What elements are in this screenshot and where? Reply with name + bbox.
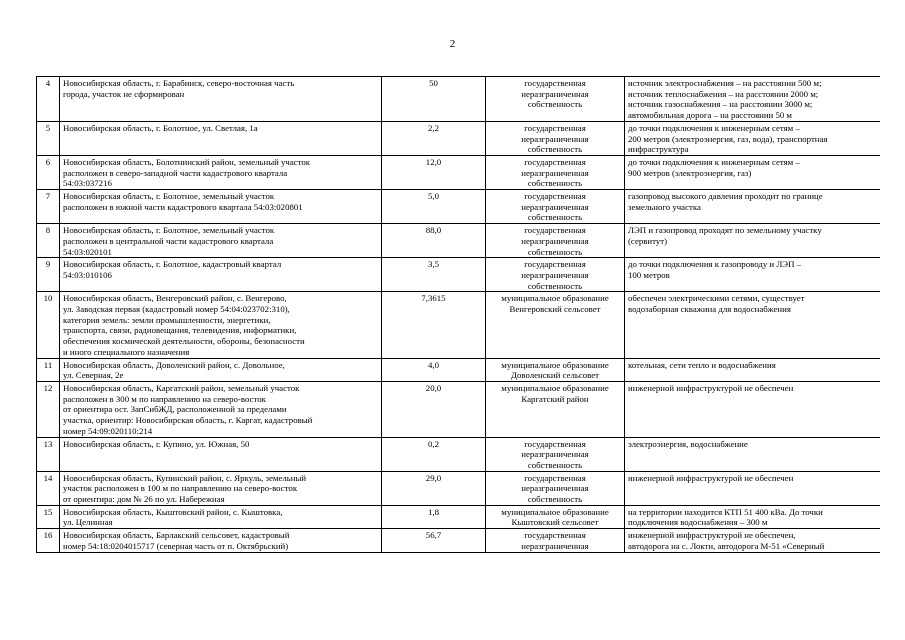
infrastructure-cell (625, 258, 881, 292)
address-line: от ориентира: дом № 26 по ул. Набережная (63, 494, 225, 505)
ownership-line: государственная (524, 259, 586, 270)
table-row (37, 529, 881, 552)
infrastructure-line: инженерной инфраструктурой не обеспечен (628, 472, 794, 483)
ownership-line: Доволенский сельсовет (510, 370, 600, 381)
ownership-line: неразграниченная (521, 449, 589, 460)
page-number: 2 (449, 38, 456, 50)
ownership-cell (486, 529, 625, 552)
row-number: 8 (37, 224, 60, 258)
row-number: 4 (37, 77, 60, 122)
infrastructure-line: источник электроснабжения – на расстоянии 500 м; (628, 78, 822, 88)
address-line: Новосибирская область, Доволенский район, с. Довольное, (63, 359, 285, 370)
address-line: Новосибирская область, г. Болотное, ул. Светлая, 1а (63, 122, 258, 133)
address-line: ул. Целинная (63, 517, 113, 528)
address-line: Новосибирская область, Болотнинский район, земельный участок (63, 156, 311, 167)
infrastructure-cell (625, 121, 881, 155)
land-plots-table-sheet (36, 76, 880, 640)
infrastructure-line: источник газоснабжения – на расстоянии 3000 м; (628, 99, 813, 110)
table-body (37, 77, 881, 553)
address-cell (60, 190, 382, 224)
row-number: 7 (37, 190, 60, 224)
address-line: Новосибирская область, г. Болотное, земельный участок (63, 225, 275, 236)
ownership-line: неразграниченная (521, 167, 589, 178)
ownership-line: муниципальное образование (501, 506, 609, 517)
area-cell: 88,0 (382, 224, 486, 258)
address-cell (60, 471, 382, 505)
address-line: номер 54:09:020110:214 (63, 425, 153, 436)
ownership-cell (486, 121, 625, 155)
area-cell: 50 (382, 77, 486, 122)
address-line: номер 54:18:0204015717 (северная часть от п. Октябрьский) (63, 540, 289, 551)
table-row (37, 190, 881, 224)
ownership-line: государственная (524, 225, 586, 236)
address-line: расположен в 300 м по направлению на северо-восток (63, 393, 266, 404)
ownership-line: государственная (524, 472, 586, 483)
infrastructure-line: источник теплоснабжения – на расстоянии 2000 м; (628, 88, 819, 99)
address-cell (60, 121, 382, 155)
table-row (37, 258, 881, 292)
address-cell (60, 358, 382, 381)
ownership-cell (486, 190, 625, 224)
address-line: 54:03:020101 (63, 246, 112, 257)
ownership-line: собственность (527, 212, 583, 223)
ownership-cell (486, 155, 625, 189)
ownership-cell (486, 358, 625, 381)
infrastructure-cell (625, 505, 881, 528)
infrastructure-cell (625, 381, 881, 437)
area-cell: 20,0 (382, 381, 486, 437)
infrastructure-cell (625, 292, 881, 358)
ownership-cell (486, 381, 625, 437)
ownership-line: государственная (524, 156, 586, 167)
ownership-cell (486, 224, 625, 258)
ownership-line: собственность (527, 178, 583, 189)
infrastructure-line: до точки подключения к инженерным сетям – (628, 156, 800, 167)
table-row (37, 155, 881, 189)
infrastructure-cell (625, 155, 881, 189)
address-cell (60, 529, 382, 552)
ownership-line: неразграниченная (521, 540, 589, 551)
infrastructure-cell (625, 437, 881, 471)
address-line: ул. Северная, 2е (63, 370, 124, 381)
area-cell: 29,0 (382, 471, 486, 505)
row-number: 5 (37, 121, 60, 155)
address-line: 54:03:010106 (63, 269, 112, 280)
address-line: 54:03:037216 (63, 178, 112, 189)
infrastructure-line: подключения водоснабжения – 300 м (628, 517, 768, 528)
address-line: города, участок не сформирован (63, 88, 185, 99)
ownership-line: государственная (524, 191, 586, 202)
infrastructure-line: обеспечен электрическими сетями, существует (628, 293, 805, 304)
table-row (37, 471, 881, 505)
ownership-line: собственность (527, 459, 583, 470)
infrastructure-cell (625, 471, 881, 505)
infrastructure-line: (сервитут) (628, 235, 668, 246)
ownership-line: государственная (524, 438, 586, 449)
row-number: 11 (37, 358, 60, 381)
area-cell: 7,3615 (382, 292, 486, 358)
address-line: Новосибирская область, г. Болотное, земельный участок (63, 191, 275, 202)
ownership-line: собственность (527, 280, 583, 291)
table-row (37, 77, 881, 122)
ownership-line: неразграниченная (521, 201, 589, 212)
row-number: 15 (37, 505, 60, 528)
infrastructure-line: инженерной инфраструктурой не обеспечен (628, 382, 794, 393)
ownership-line: муниципальное образование (501, 382, 609, 393)
infrastructure-line: электроэнергия, водоснабжение (628, 438, 748, 449)
infrastructure-line: земельного участка (628, 201, 701, 212)
address-line: ул. Заводская первая (кадастровый номер 54:04:023702:310), (63, 304, 290, 315)
infrastructure-line: котельная, сети тепло и водоснабжения (628, 359, 776, 370)
infrastructure-cell (625, 77, 881, 122)
row-number: 12 (37, 381, 60, 437)
address-line: от ориентира ост. ЗапСибЖД, расположенной за пределами (63, 404, 287, 415)
table-row (37, 292, 881, 358)
ownership-cell (486, 258, 625, 292)
infrastructure-line: 100 метров (628, 269, 670, 280)
area-cell: 56,7 (382, 529, 486, 552)
address-line: расположен в южной части кадастрового квартала 54:03:020801 (63, 201, 303, 212)
address-line: участок расположен в 100 м по направлению на северо-восток (63, 483, 298, 494)
infrastructure-cell (625, 190, 881, 224)
ownership-cell (486, 292, 625, 358)
ownership-cell (486, 77, 625, 122)
infrastructure-line: 200 метров (электроэнергия, газ, вода), транспортная (628, 133, 828, 144)
row-number: 6 (37, 155, 60, 189)
ownership-line: собственность (527, 494, 583, 505)
address-line: Новосибирская область, Каргатский район, земельный участок (63, 382, 300, 393)
address-cell (60, 224, 382, 258)
address-line: категория земель: земли промышленности, энергетики, (63, 314, 271, 325)
infrastructure-line: до точки подключения к инженерным сетям – (628, 122, 800, 133)
ownership-cell (486, 437, 625, 471)
ownership-line: муниципальное образование (501, 359, 609, 370)
ownership-line: Кыштовский сельсовет (511, 517, 599, 528)
ownership-line: Венгеровский сельсовет (509, 304, 601, 315)
ownership-line: государственная (524, 122, 586, 133)
ownership-line: собственность (527, 144, 583, 155)
ownership-line: неразграниченная (521, 88, 589, 99)
ownership-line: государственная (524, 78, 586, 88)
table-row (37, 437, 881, 471)
address-line: обеспечения космической деятельности, обороны, безопасности (63, 336, 305, 347)
infrastructure-line: до точки подключения к газопроводу и ЛЭП – (628, 259, 802, 270)
ownership-line: неразграниченная (521, 235, 589, 246)
area-cell: 4,0 (382, 358, 486, 381)
table-row (37, 121, 881, 155)
address-line: расположен в центральной части кадастрового квартала (63, 235, 274, 246)
address-line: Новосибирская область, г. Болотное, кадастровый квартал (63, 259, 282, 270)
address-line: Новосибирская область, Кыштовский район, с. Кыштовка, (63, 506, 283, 517)
table-row (37, 381, 881, 437)
address-cell (60, 437, 382, 471)
ownership-line: неразграниченная (521, 133, 589, 144)
infrastructure-cell (625, 224, 881, 258)
address-line: Новосибирская область, Венгеровский район, с. Венгерово, (63, 293, 287, 304)
infrastructure-line: инженерной инфраструктурой не обеспечен, (628, 530, 796, 541)
ownership-cell (486, 471, 625, 505)
table-row (37, 224, 881, 258)
table-row (37, 505, 881, 528)
address-line: Новосибирская область, Барлакский сельсовет, кадастровый (63, 530, 290, 541)
row-number: 9 (37, 258, 60, 292)
area-cell: 5,0 (382, 190, 486, 224)
ownership-line: Каргатский район (521, 393, 589, 404)
address-line: Новосибирская область, г. Барабинск, северо-восточная часть (63, 78, 295, 88)
address-line: расположен в северо-западной части кадастрового квартала (63, 167, 288, 178)
infrastructure-line: на территории находится КТП 51 400 кВа. До точки (628, 506, 823, 517)
area-cell: 3,5 (382, 258, 486, 292)
infrastructure-line: инфраструктура (628, 144, 689, 155)
address-cell (60, 155, 382, 189)
ownership-line: муниципальное образование (501, 293, 609, 304)
infrastructure-line: автодорога на с. Локти, автодорога М-51 «Северный (628, 540, 825, 551)
address-cell (60, 292, 382, 358)
area-cell: 1,8 (382, 505, 486, 528)
ownership-line: собственность (527, 246, 583, 257)
ownership-line: неразграниченная (521, 269, 589, 280)
ownership-line: государственная (524, 530, 586, 541)
row-number: 10 (37, 292, 60, 358)
row-number: 16 (37, 529, 60, 552)
area-cell: 0,2 (382, 437, 486, 471)
address-cell (60, 258, 382, 292)
row-number: 13 (37, 437, 60, 471)
address-line: и иного специального назначения (63, 346, 190, 357)
table-row (37, 358, 881, 381)
address-line: Новосибирская область, г. Купино, ул. Южная, 50 (63, 438, 250, 449)
area-cell: 12,0 (382, 155, 486, 189)
address-line: участка, ориентир: Новосибирская область, г. Каргат, кадастровый (63, 415, 313, 426)
area-cell: 2,2 (382, 121, 486, 155)
ownership-cell (486, 505, 625, 528)
address-cell (60, 381, 382, 437)
infrastructure-cell (625, 529, 881, 552)
ownership-line: собственность (527, 99, 583, 110)
address-line: транспорта, связи, радиовещания, телевидения, информатики, (63, 325, 297, 336)
address-line: Новосибирская область, Купинский район, с. Яркуль, земельный (63, 472, 307, 483)
infrastructure-line: 900 метров (электроэнергия, газ) (628, 167, 752, 178)
ownership-line: неразграниченная (521, 483, 589, 494)
infrastructure-line: водозаборная скважина для водоснабжения (628, 304, 791, 315)
infrastructure-line: ЛЭП и газопровод проходят по земельному участку (628, 225, 822, 236)
address-cell (60, 505, 382, 528)
infrastructure-line: газопровод высокого давления проходит по границе (628, 191, 823, 202)
infrastructure-cell (625, 358, 881, 381)
address-cell (60, 77, 382, 122)
land-plots-table (36, 76, 880, 553)
row-number: 14 (37, 471, 60, 505)
infrastructure-line: автомобильная дорога – на расстоянии 50 м (628, 110, 793, 121)
